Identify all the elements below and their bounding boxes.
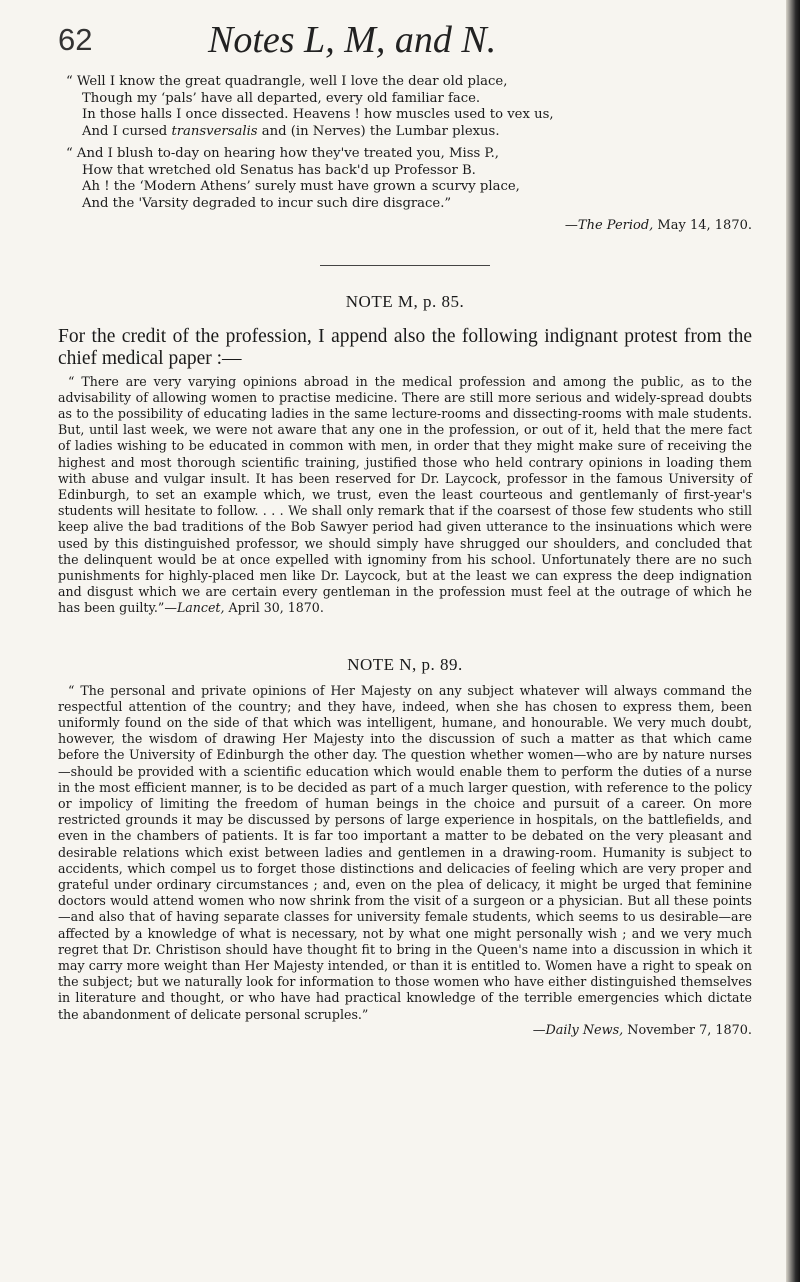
poem-line: In those halls I once dissected. Heavens ! how muscles used to vex us, [82, 107, 554, 122]
page-header [58, 19, 752, 74]
page-edge-shadow [786, 0, 800, 1282]
book-page [58, 19, 752, 1038]
poem-stanza-1 [66, 74, 752, 140]
poem-line: And the 'Varsity degraded to incur such dire disgrace.” [82, 195, 452, 211]
note-n-source: —Daily News, November 7, 1870. [532, 1022, 752, 1038]
note-n-heading: NOTE N, p. 89. [347, 654, 463, 674]
quote-date: November 7, 1870. [623, 1022, 752, 1038]
note-n-quote: “ The personal and private opinions of Her Majesty on any subject whatever will always command the respectful attention of the country; and they have, indeed, when she has chosen to express them, been uniformly found on the side of that which was intelligent, humane, and honourable. We very much doubt, however, the wisdom of drawing Her Majesty into the discussion of such a matter as that which came before the University of Edinburgh the other day. The question whether women—who are by nature nurses—should be provided with a scientific education which would enable them to perform the duties of a nurse in the most efficient manner, is to be decided as part of a much larger question, with reference to the policy or impolicy of limiting the freedom of human beings in the choice and pursuit of a career. On more restricted grounds it may be discussed by persons of large experience in hospitals, on the battlefields, and even in the chambers of patients. It is far too important a matter to be debated on the very pleasant and desirable relations which exist between ladies and gentlemen in a drawing-room. Humanity is subject to accidents, which compel us to forget those distinctions and delicacies of feeling which are very proper and grateful under ordinary circumstances ; and, even on the plea of delicacy, it might be urged that feminine doctors would attend women who now shrink from the visit of a surgeon or a physician. But all these points—and also that of having separate classes for university female students, which seems to us desirable—are affected by a knowledge of what is necessary, not by what one might personally wish ; and we very much regret that Dr. Christison should have thought fit to bring in the Queen's name into a discussion in which it may carry more weight than Her Majesty intended, or than it is entitled to. Women have a right to speak on the subject; but we naturally look for information to those women who have either distinguished themselves in literature and thought, or who have had practical knowledge of the terrible emergencies which dictate the abandonment of delicate personal scruples.” [58, 682, 752, 1022]
poem-stanza-2 [66, 146, 752, 212]
note-m-heading: NOTE M, p. 85. [345, 291, 465, 311]
poem-attribution: —The Period, May 14, 1870. [564, 218, 752, 233]
running-title: Notes L, M, and N. [208, 19, 497, 61]
poem-line: And I cursed transversalis and (in Nerves) the Lumbar plexus. [82, 123, 500, 139]
poem-line: How that wretched old Senatus has back'd up Professor B. [82, 162, 476, 178]
section-divider [320, 265, 490, 266]
page-number: 62 [58, 22, 93, 57]
poem-line: “ Well I know the great quadrangle, well I love the dear old place, [66, 74, 508, 89]
poem-line: Though my ‘pals’ have all departed, every old familiar face. [82, 90, 481, 106]
latin-term: transversalis [171, 123, 258, 139]
note-m-quote: “ There are very varying opinions abroad in the medical profession and among the public, as to the advisability of allowing women to practise medicine. There are still more serious and widely-spread doubts as to the possibility of educating ladies in the same lecture-rooms and dissecting-rooms with male students. But, until last week, we were not aware that any one in the profession, or out of it, held that the mere fact of ladies wishing to be educated in common with men, in order that they might make sure of receiving the highest and most thorough scientific training, justified those who held contrary opinions in loading them with abuse and vulgar insult. It has been reserved for Dr. Laycock, professor in the famous University of Edinburgh, to set an example which, we trust, even the least courteous and gentlemanly of first-year's students will hesitate to follow. . . . We shall only remark that if the coarsest of those few students who still keep alive the bad traditions of the Bob Sawyer period had given utterance to the insinuations which were used by this distinguished professor, we should simply have shrugged our shoulders, and concluded that the delinquent would be at once expelled with ignominy from his school. Unfortunately there are no such punishments for highly-placed men like Dr. Laycock, but at the least we can express the deep indignation and disgust which we are certain every gentleman in the profession must feel at the outrage of which he has been guilty.”—Lancet, April 30, 1870. [58, 373, 752, 616]
quote-source: Daily News, [545, 1022, 624, 1038]
quote-source: Lancet, [176, 600, 225, 616]
poem-line: “ And I blush to-day on hearing how they've treated you, Miss P., [66, 146, 500, 161]
attribution-date: May 14, 1870. [653, 218, 752, 233]
poem-line: Ah ! the ‘Modern Athens’ surely must have grown a scurvy place, [82, 179, 520, 194]
poem [66, 74, 752, 235]
attribution-source: The Period, [577, 218, 654, 233]
note-m-intro: For the credit of the profession, I append also the following indignant protest from the chief medical paper :— [58, 325, 752, 369]
quote-date: April 30, 1870. [224, 600, 324, 616]
